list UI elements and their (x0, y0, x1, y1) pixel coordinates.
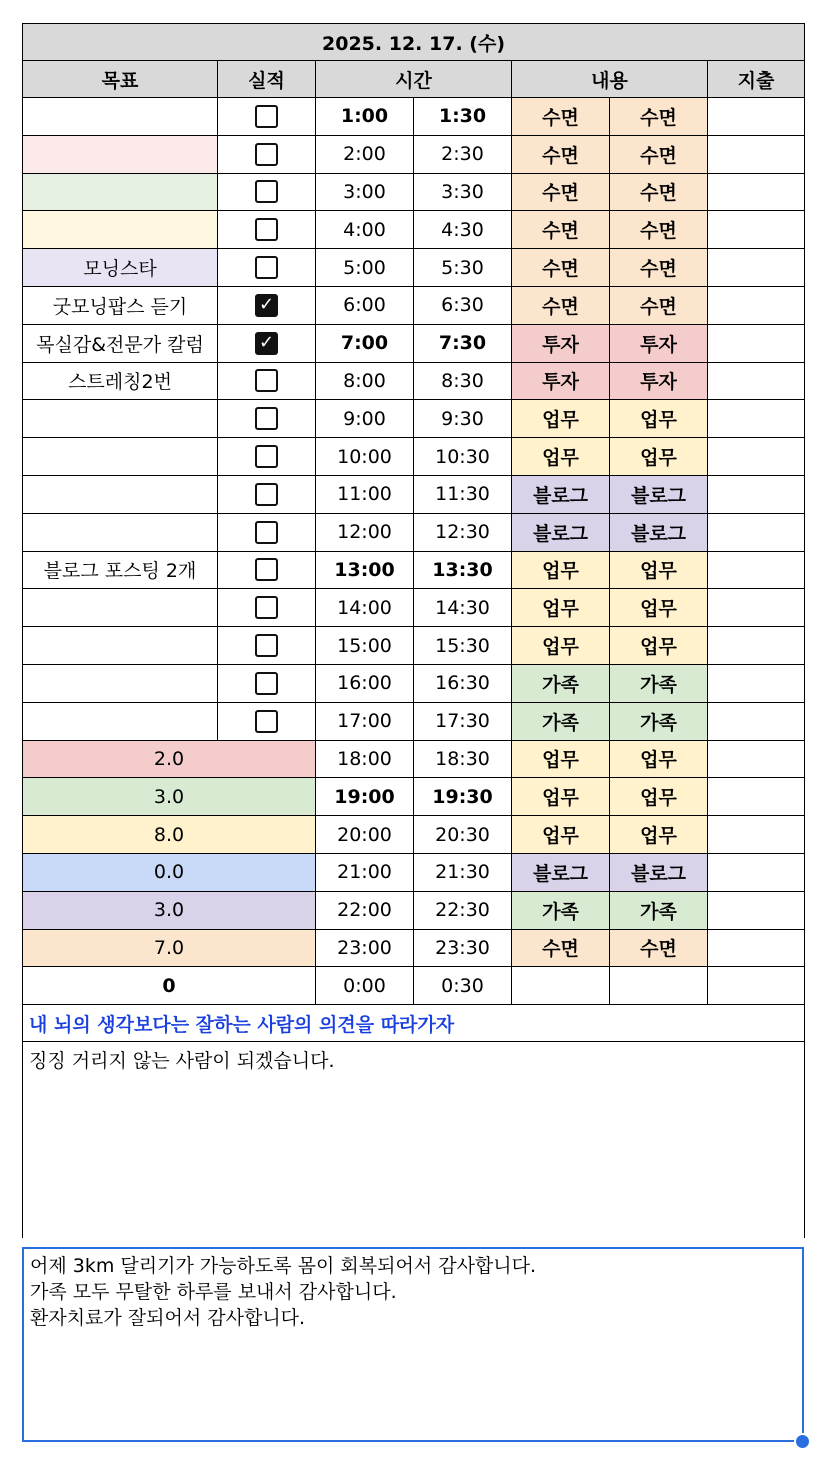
schedule-row (23, 249, 805, 287)
time-half-cell[interactable]: 3:30 (414, 173, 512, 211)
content-cell[interactable]: 블로그 (610, 475, 708, 513)
time-start-cell[interactable]: 17:00 (316, 702, 414, 740)
content-cell[interactable]: 블로그 (610, 853, 708, 891)
content-cell[interactable]: 수면 (512, 286, 610, 324)
schedule-row (23, 589, 805, 627)
content-cell[interactable]: 가족 (512, 664, 610, 702)
time-half-cell[interactable]: 10:30 (414, 438, 512, 476)
unchecked-checkbox[interactable] (255, 634, 278, 657)
content-cell[interactable]: 블로그 (512, 853, 610, 891)
content-cell[interactable]: 업무 (512, 589, 610, 627)
content-cell[interactable]: 업무 (512, 816, 610, 854)
content-cell[interactable]: 투자 (512, 362, 610, 400)
schedule-row (23, 438, 805, 476)
unchecked-checkbox[interactable] (255, 180, 278, 203)
gratitude-cell-selected[interactable] (22, 1247, 804, 1442)
content-cell[interactable]: 가족 (512, 891, 610, 929)
time-start-cell[interactable]: 2:00 (316, 135, 414, 173)
time-start-cell[interactable]: 21:00 (316, 853, 414, 891)
time-half-cell[interactable]: 17:30 (414, 702, 512, 740)
unchecked-checkbox[interactable] (255, 369, 278, 392)
time-start-cell[interactable]: 6:00 (316, 286, 414, 324)
unchecked-checkbox[interactable] (255, 521, 278, 544)
expense-cell[interactable] (708, 929, 805, 967)
unchecked-checkbox[interactable] (255, 256, 278, 279)
expense-cell[interactable] (708, 324, 805, 362)
unchecked-checkbox[interactable] (255, 596, 278, 619)
time-start-cell[interactable]: 1:00 (316, 98, 414, 136)
content-cell[interactable]: 업무 (512, 551, 610, 589)
done-cell[interactable] (218, 211, 316, 249)
summary-value-cell[interactable]: 8.0 (23, 816, 316, 854)
date-title[interactable]: 2025. 12. 17. (수) (23, 24, 805, 61)
content-cell[interactable]: 업무 (610, 778, 708, 816)
content-cell[interactable]: 가족 (610, 664, 708, 702)
content-cell[interactable]: 수면 (610, 286, 708, 324)
expense-cell[interactable] (708, 475, 805, 513)
time-start-cell[interactable]: 23:00 (316, 929, 414, 967)
time-half-cell[interactable]: 13:30 (414, 551, 512, 589)
content-cell[interactable]: 업무 (610, 438, 708, 476)
time-start-cell[interactable]: 12:00 (316, 513, 414, 551)
done-cell[interactable] (218, 627, 316, 665)
expense-header[interactable]: 지출 (708, 61, 805, 98)
goal-cell[interactable] (23, 98, 218, 136)
done-cell[interactable] (218, 438, 316, 476)
note-row (23, 1042, 805, 1239)
time-half-cell[interactable]: 22:30 (414, 891, 512, 929)
planner-sheet (22, 23, 804, 1238)
expense-cell[interactable] (708, 438, 805, 476)
expense-cell[interactable] (708, 362, 805, 400)
summary-value-cell[interactable]: 0.0 (23, 853, 316, 891)
content-cell[interactable]: 업무 (610, 627, 708, 665)
time-half-cell[interactable]: 2:30 (414, 135, 512, 173)
expense-cell[interactable] (708, 702, 805, 740)
schedule-row (23, 98, 805, 136)
content-cell[interactable]: 업무 (512, 438, 610, 476)
goal-cell[interactable] (23, 400, 218, 438)
expense-cell[interactable] (708, 589, 805, 627)
expense-cell[interactable] (708, 173, 805, 211)
planner-table (22, 23, 805, 1238)
summary-value-cell[interactable]: 3.0 (23, 778, 316, 816)
schedule-row (23, 362, 805, 400)
expense-cell[interactable] (708, 664, 805, 702)
schedule-row (23, 664, 805, 702)
content-cell[interactable]: 업무 (512, 778, 610, 816)
content-cell[interactable]: 업무 (610, 740, 708, 778)
summary-value-cell[interactable]: 2.0 (23, 740, 316, 778)
content-cell[interactable]: 수면 (610, 929, 708, 967)
unchecked-checkbox[interactable] (255, 218, 278, 241)
content-header[interactable]: 내용 (512, 61, 708, 98)
content-cell[interactable]: 업무 (610, 816, 708, 854)
content-cell[interactable]: 투자 (610, 362, 708, 400)
content-cell[interactable]: 수면 (610, 249, 708, 287)
goal-cell[interactable] (23, 438, 218, 476)
checked-checkbox[interactable]: ✓ (255, 294, 278, 317)
done-cell[interactable] (218, 286, 316, 324)
done-cell[interactable] (218, 98, 316, 136)
checked-checkbox[interactable]: ✓ (255, 332, 278, 355)
summary-row (23, 816, 805, 854)
content-cell[interactable] (610, 967, 708, 1005)
time-half-cell[interactable]: 23:30 (414, 929, 512, 967)
content-cell[interactable]: 수면 (610, 211, 708, 249)
schedule-row (23, 702, 805, 740)
content-cell[interactable]: 가족 (610, 702, 708, 740)
time-half-cell[interactable]: 11:30 (414, 475, 512, 513)
time-half-cell[interactable]: 14:30 (414, 589, 512, 627)
schedule-row (23, 475, 805, 513)
done-cell[interactable] (218, 475, 316, 513)
summary-row (23, 891, 805, 929)
time-start-cell[interactable]: 8:00 (316, 362, 414, 400)
expense-cell[interactable] (708, 400, 805, 438)
time-half-cell[interactable]: 7:30 (414, 324, 512, 362)
goal-cell[interactable] (23, 135, 218, 173)
time-start-cell[interactable]: 19:00 (316, 778, 414, 816)
summary-row (23, 853, 805, 891)
time-start-cell[interactable]: 4:00 (316, 211, 414, 249)
time-half-cell[interactable]: 0:30 (414, 967, 512, 1005)
expense-cell[interactable] (708, 891, 805, 929)
expense-cell[interactable] (708, 211, 805, 249)
goal-cell[interactable] (23, 211, 218, 249)
time-half-cell[interactable]: 12:30 (414, 513, 512, 551)
time-half-cell[interactable]: 9:30 (414, 400, 512, 438)
expense-cell[interactable] (708, 816, 805, 854)
unchecked-checkbox[interactable] (255, 143, 278, 166)
expense-cell[interactable] (708, 98, 805, 136)
time-half-cell[interactable]: 5:30 (414, 249, 512, 287)
done-cell[interactable] (218, 702, 316, 740)
schedule-row (23, 211, 805, 249)
goal-cell[interactable] (23, 475, 218, 513)
time-start-cell[interactable]: 18:00 (316, 740, 414, 778)
time-start-cell[interactable]: 10:00 (316, 438, 414, 476)
goal-cell[interactable]: 블로그 포스팅 2개 (23, 551, 218, 589)
done-cell[interactable] (218, 173, 316, 211)
summary-row (23, 778, 805, 816)
time-start-cell[interactable]: 13:00 (316, 551, 414, 589)
time-half-cell[interactable]: 20:30 (414, 816, 512, 854)
note-cell[interactable]: 징징 거리지 않는 사람이 되겠습니다. (23, 1042, 805, 1239)
time-start-cell[interactable]: 3:00 (316, 173, 414, 211)
expense-cell[interactable] (708, 551, 805, 589)
goal-header[interactable]: 목표 (23, 61, 218, 98)
content-cell[interactable]: 수면 (610, 173, 708, 211)
goal-cell[interactable]: 목실감&전문가 칼럼 (23, 324, 218, 362)
unchecked-checkbox[interactable] (255, 105, 278, 128)
content-cell[interactable]: 수면 (610, 135, 708, 173)
time-start-cell[interactable]: 0:00 (316, 967, 414, 1005)
time-start-cell[interactable]: 7:00 (316, 324, 414, 362)
goal-cell[interactable] (23, 173, 218, 211)
content-cell[interactable] (512, 967, 610, 1005)
content-cell[interactable]: 수면 (512, 249, 610, 287)
time-start-cell[interactable]: 20:00 (316, 816, 414, 854)
unchecked-checkbox[interactable] (255, 483, 278, 506)
done-cell[interactable] (218, 513, 316, 551)
expense-cell[interactable] (708, 286, 805, 324)
schedule-row (23, 513, 805, 551)
date-row (23, 24, 805, 61)
time-half-cell[interactable]: 1:30 (414, 98, 512, 136)
time-header[interactable]: 시간 (316, 61, 512, 98)
content-cell[interactable]: 투자 (610, 324, 708, 362)
time-start-cell[interactable]: 16:00 (316, 664, 414, 702)
time-start-cell[interactable]: 22:00 (316, 891, 414, 929)
content-cell[interactable]: 수면 (512, 173, 610, 211)
unchecked-checkbox[interactable] (255, 445, 278, 468)
done-cell[interactable] (218, 551, 316, 589)
expense-cell[interactable] (708, 967, 805, 1005)
goal-cell[interactable] (23, 513, 218, 551)
unchecked-checkbox[interactable] (255, 558, 278, 581)
content-cell[interactable]: 가족 (610, 891, 708, 929)
summary-value-cell[interactable]: 0 (23, 967, 316, 1005)
expense-cell[interactable] (708, 249, 805, 287)
time-half-cell[interactable]: 18:30 (414, 740, 512, 778)
content-cell[interactable]: 블로그 (512, 513, 610, 551)
content-cell[interactable]: 수면 (512, 929, 610, 967)
schedule-row (23, 173, 805, 211)
schedule-row (23, 324, 805, 362)
goal-cell[interactable] (23, 664, 218, 702)
time-half-cell[interactable]: 15:30 (414, 627, 512, 665)
time-half-cell[interactable]: 16:30 (414, 664, 512, 702)
content-cell[interactable]: 업무 (512, 627, 610, 665)
done-header[interactable]: 실적 (218, 61, 316, 98)
goal-cell[interactable] (23, 589, 218, 627)
expense-cell[interactable] (708, 627, 805, 665)
goal-cell[interactable]: 굿모닝팝스 듣기 (23, 286, 218, 324)
done-cell[interactable] (218, 249, 316, 287)
content-cell[interactable]: 업무 (610, 400, 708, 438)
goal-cell[interactable]: 모닝스타 (23, 249, 218, 287)
quote-row (23, 1005, 805, 1042)
summary-row (23, 967, 805, 1005)
done-cell[interactable] (218, 400, 316, 438)
time-start-cell[interactable]: 14:00 (316, 589, 414, 627)
summary-value-cell[interactable]: 7.0 (23, 929, 316, 967)
unchecked-checkbox[interactable] (255, 672, 278, 695)
done-cell[interactable] (218, 589, 316, 627)
quote-cell[interactable]: 내 뇌의 생각보다는 잘하는 사람의 의견을 따라가자 (23, 1005, 805, 1042)
content-cell[interactable]: 수면 (512, 98, 610, 136)
done-cell[interactable] (218, 324, 316, 362)
content-cell[interactable]: 업무 (512, 400, 610, 438)
expense-cell[interactable] (708, 513, 805, 551)
time-half-cell[interactable]: 8:30 (414, 362, 512, 400)
time-half-cell[interactable]: 19:30 (414, 778, 512, 816)
content-cell[interactable]: 투자 (512, 324, 610, 362)
goal-cell[interactable] (23, 702, 218, 740)
gratitude-line: 환자치료가 잘되어서 감사합니다. (30, 1307, 306, 1329)
done-cell[interactable] (218, 135, 316, 173)
schedule-row (23, 135, 805, 173)
time-start-cell[interactable]: 11:00 (316, 475, 414, 513)
summary-value-cell[interactable]: 3.0 (23, 891, 316, 929)
schedule-row (23, 627, 805, 665)
content-cell[interactable]: 수면 (512, 135, 610, 173)
gratitude-line: 어제 3km 달리기가 가능하도록 몸이 회복되어서 감사합니다. (30, 1255, 537, 1277)
time-start-cell[interactable]: 15:00 (316, 627, 414, 665)
summary-row (23, 929, 805, 967)
content-cell[interactable]: 업무 (610, 551, 708, 589)
goal-cell[interactable]: 스트레칭2번 (23, 362, 218, 400)
content-cell[interactable]: 블로그 (512, 475, 610, 513)
expense-cell[interactable] (708, 740, 805, 778)
summary-row (23, 740, 805, 778)
unchecked-checkbox[interactable] (255, 710, 278, 733)
expense-cell[interactable] (708, 853, 805, 891)
schedule-row (23, 400, 805, 438)
content-cell[interactable]: 가족 (512, 702, 610, 740)
time-half-cell[interactable]: 4:30 (414, 211, 512, 249)
time-half-cell[interactable]: 6:30 (414, 286, 512, 324)
time-half-cell[interactable]: 21:30 (414, 853, 512, 891)
time-start-cell[interactable]: 5:00 (316, 249, 414, 287)
column-header-row (23, 61, 805, 98)
selection-fill-handle[interactable] (794, 1433, 811, 1450)
schedule-row (23, 286, 805, 324)
content-cell[interactable]: 업무 (610, 589, 708, 627)
content-cell[interactable]: 업무 (512, 740, 610, 778)
schedule-row (23, 551, 805, 589)
content-cell[interactable]: 블로그 (610, 513, 708, 551)
done-cell[interactable] (218, 664, 316, 702)
done-cell[interactable] (218, 362, 316, 400)
time-start-cell[interactable]: 9:00 (316, 400, 414, 438)
unchecked-checkbox[interactable] (255, 407, 278, 430)
goal-cell[interactable] (23, 627, 218, 665)
expense-cell[interactable] (708, 135, 805, 173)
content-cell[interactable]: 수면 (610, 98, 708, 136)
gratitude-line: 가족 모두 무탈한 하루를 보내서 감사합니다. (30, 1281, 397, 1303)
expense-cell[interactable] (708, 778, 805, 816)
content-cell[interactable]: 수면 (512, 211, 610, 249)
